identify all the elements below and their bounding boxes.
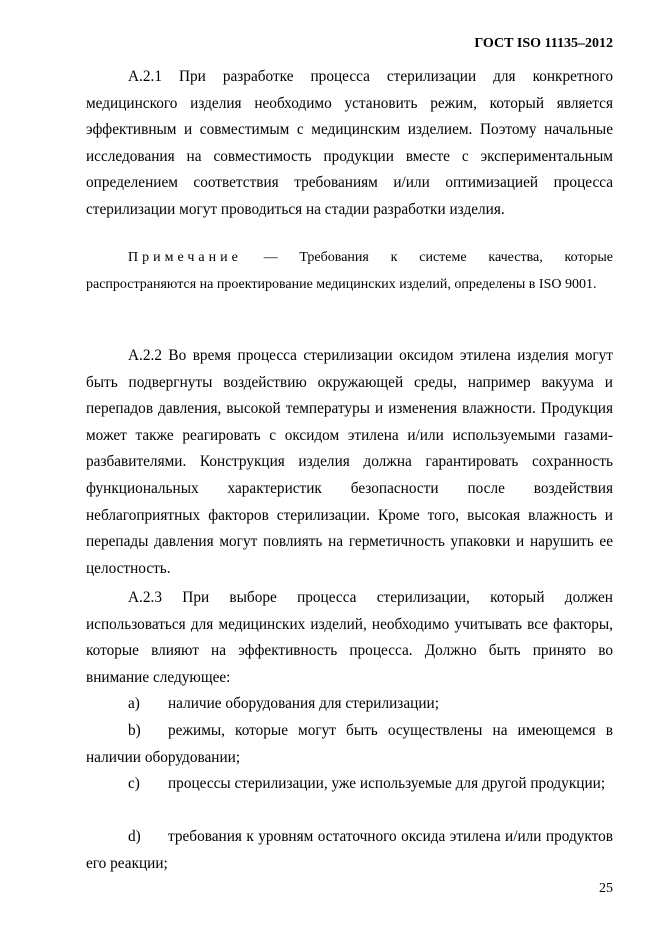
page-number: 25 [599,881,613,896]
list-item-text: требования к уровням остаточного оксида этилена и/или продуктов его реакции; [86,828,613,872]
list-item-marker: c) [128,775,140,792]
list-item-marker: a) [128,695,140,712]
paragraph-a-2-1: А.2.1 При разработке процесса стерилизации для конкретного медицинского изделия необходимо установить режим, который является эффективным и совместимым с медицинским изделием. Поэтому начальные исследования на совместимость продукции вместе с экспериментальным определением соответствия требованиям и/или оптимизацией процесса стерилизации могут проводиться на стадии разработки изделия. [86,68,613,218]
note-text: — Требования к системе качества, которые распространяются на проектирование медицинских изделий, определены в ISO 9001. [86,250,613,292]
note-label: Примечание [128,250,242,265]
list-item [86,691,613,718]
document-code-header: ГОСТ ISO 11135–2012 [474,36,613,51]
list-item-marker: d) [128,828,141,845]
list-item [86,771,613,798]
note-paragraph [86,245,613,298]
list-item-marker: b) [128,722,141,739]
list-item [86,824,613,877]
list-item [86,718,613,771]
list-item-text: режимы, которые могут быть осуществлены на имеющемся в наличии оборудовании; [86,722,613,766]
paragraph-a-2-3: А.2.3 При выборе процесса стерилизации, который должен использоваться для медицинских изделий, необходимо учитывать все факторы, которые влияют на эффективность процесса. Должно быть принято во внимание следующее: [86,589,613,686]
list-item-text: процессы стерилизации, уже используемые для другой продукции; [168,775,606,792]
list-item-text: наличие оборудования для стерилизации; [168,695,439,712]
paragraph-a-2-2: А.2.2 Во время процесса стерилизации оксидом этилена изделия могут быть подвергнуты воздействию окружающей среды, например вакуума и перепадов давления, высокой температуры и изменения влажности. Продукция может также реагировать с оксидом этилена и/или используемыми газами-разбавителями. Конструкция изделия должна гарантировать сохранность функциональных характеристик безопасности после воздействия неблагоприятных факторов стерилизации. Кроме того, высокая влажность и перепады давления могут повлиять на герметичность упаковки и нарушить ее целостность. [86,347,613,577]
